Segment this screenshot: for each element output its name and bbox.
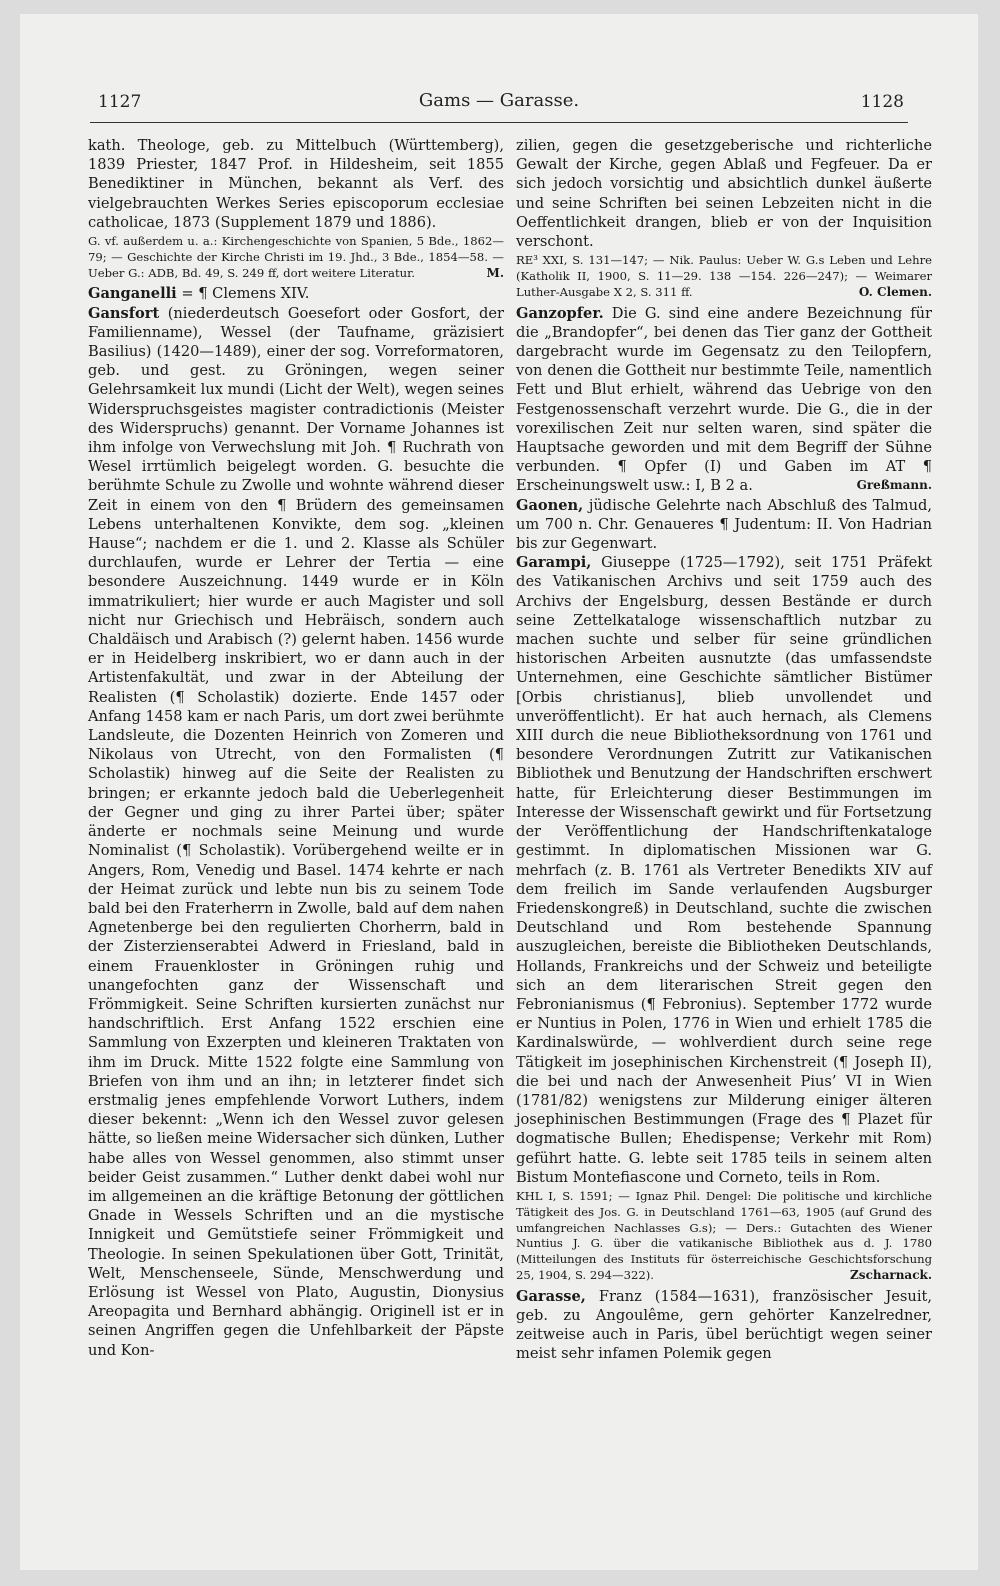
- right-column: [516, 136, 932, 1364]
- left-column: [88, 136, 504, 1360]
- page-number-right: 1128: [860, 92, 904, 112]
- author-signature: M.: [486, 265, 504, 280]
- author-signature: O. Clemen.: [858, 284, 932, 299]
- entry-ganzopfer: [516, 304, 932, 496]
- entry-lemma: Gansfort: [88, 304, 160, 322]
- entry-lemma: Garasse,: [516, 1287, 586, 1305]
- entry-lemma: Ganzopfer.: [516, 304, 604, 322]
- entry-lemma: Gaonen,: [516, 496, 584, 514]
- entry-gansfort: [88, 304, 504, 1360]
- entry-garampi: [516, 553, 932, 1187]
- author-signature: Greßmann.: [856, 478, 932, 493]
- entry-gansfort-continuation: zilien, gegen die gesetzgeberische und richterliche Gewalt der Kirche, gegen Ablaß und Fegfeuer. Da er sich jedoch vorsichtig und absichtlich dunkel äußerte und seine Schriften bei seinen Lebzeiten nicht in die Oeffentlichkeit drangen, blieb er von der Inquisition verschont.: [516, 137, 932, 251]
- entry-garasse: [516, 1287, 932, 1364]
- literature-text: KHL I, S. 1591; — Ignaz Phil. Dengel: Die politische und kirchliche Tätigkeit des Jos. G. in Deutschland 1761—63, 1905 (auf Grund des umfangreichen Nachlasses G.s); — Ders.: Gutachten des Wiener Nuntius J. G. über die vatikanische Bibliothek aus d. J. 1780 (Mitteilungen des Instituts für österreichische Geschichtsforschung 25, 1904, S. 294—322).: [516, 1188, 932, 1282]
- page-number-left: 1127: [98, 92, 142, 112]
- entry-text: Franz (1584—1631), französischer Jesuit, geb. zu Angoulême, gern gehörter Kanzelredner, zeitweise auch in Paris, übel berüchtigt wegen seiner meist sehr infamen Polemik gegen: [516, 1287, 932, 1363]
- entry-text: Die G. sind eine andere Bezeichnung für die „Brandopfer“, bei denen das Tier ganz der Gottheit dargebracht wurde im Gegensatz zu den Teilopfern, von denen die Gottheit nur bestimmte Teile, namentlich Fett und Blut erhielt, während das Uebrige von den Festgenossenschaft verzehrt wurde. Die G., die in der vorexilischen Zeit nur selten waren, sind später die Hauptsache geworden und mit dem Begriff der Sühne verbunden. ¶ Opfer (I) und Gaben im AT ¶ Erscheinungswelt usw.: I, B 2 a.: [516, 304, 932, 495]
- entry-garampi-literature: [516, 1189, 932, 1284]
- author-signature: Zscharnack.: [850, 1267, 932, 1282]
- entry-text: = ¶ Clemens XIV.: [181, 285, 310, 303]
- entry-text: (niederdeutsch Goesefort oder Gosfort, der Familienname), Wessel (der Taufname, gräzisiert Basilius) (1420—1489), einer der sog. Vorreformatoren, geb. und gest. zu Gröningen, wegen seiner Gelehrsamkeit lux mundi (Licht der Welt), wegen seines Widerspruchsgeistes magister contradictionis (Meister des Widerspruchs) genannt. Der Vorname Johannes ist ihm infolge von Verwechslung mit Joh. ¶ Ruchrath von Wesel irrtümlich beigelegt worden. G. besuchte die berühmte Schule zu Zwolle und wohnte während dieser Zeit in einem von den ¶ Brüdern des gemeinsamen Lebens unterhaltenen Konvikte, dem sog. „kleinen Hause“; nachdem er die 1. und 2. Klasse als Schüler durchlaufen, wurde er Lehrer der Tertia — eine besondere Auszeichnung. 1449 wurde er in Köln immatrikuliert; hier wurde er auch Magister und soll nicht nur Griechisch und Hebräisch, sondern auch Chaldäisch und Arabisch (?) gelernt haben. 1456 wurde er in Heidelberg inskribiert, wo er dann auch in der Artistenfakultät, und zwar in der Abteilung der Realisten (¶ Scholastik) dozierte. Ende 1457 oder Anfang 1458 kam er nach Paris, um dort zwei berühmte Landsleute, die Dozenten Heinrich von Zomeren und Nikolaus von Utrecht, von den Formalisten (¶ Scholastik) hinweg auf die Seite der Realisten zu bringen; er erkannte jedoch bald die Ueberlegenheit der Gegner und ging zu ihrer Partei über; später änderte er nochmals seine Meinung und wurde Nominalist (¶ Scholastik). Vorübergehend weilte er in Angers, Rom, Venedig und Basel. 1474 kehrte er nach der Heimat zurück und lebte nun bis zu seinem Tode bald bei den Fraterherrn in Zwolle, bald auf dem nahen Agnetenberge bei den regulierten Chorherrn, bald in der Zisterzienserabtei Adwerd in Friesland, bald in einem Frauenkloster in Gröningen ruhig und unangefochten ganz der Wissenschaft und Frömmigkeit. Seine Schriften kursierten zunächst nur handschriftlich. Erst Anfang 1522 erschien eine Sammlung von Exzerpten und kleineren Traktaten von ihm im Druck. Mitte 1522 folgte eine Sammlung von Briefen von ihm und an ihn; in letzterer findet sich erstmalig jenes empfehlende Vorwort Luthers, indem dieser bekennt: „Wenn ich den Wessel zuvor gelesen hätte, so ließen meine Widersacher sich dünken, Luther habe alles von Wessel genommen, also stimmt unser beider Geist zusammen.“ Luther denkt dabei wohl nur im allgemeinen an die kräftige Betonung der göttlichen Gnade in Wessels Schriften und an die mystische Innigkeit und Gemütstiefe seiner Frömmigkeit und Theologie. In seinen Spekulationen über Gott, Trinität, Welt, Menschenseele, Sünde, Menschwerdung und Erlösung ist Wessel von Plato, Augustin, Dionysius Areopagita und Bernhard abhängig. Originell ist er in seinen Angriffen gegen die Unfehlbarkeit der Päpste und Kon-: [88, 304, 505, 1359]
- entry-gansfort-literature: [516, 253, 932, 300]
- page-header: [90, 88, 908, 123]
- entry-lemma: Ganganelli: [88, 285, 177, 303]
- entry-text: Giuseppe (1725—1792), seit 1751 Präfekt des Vatikanischen Archivs und seit 1759 auch des Archivs der Engelsburg, dessen Bestände er durch seine Zettelkataloge wissenschaftlich nutzbar zu machen suchte und selber für seine gründlichen historischen Arbeiten ausnutzte (das umfassendste Unternehmen, eine Geschichte sämtlicher Bistümer [Orbis christianus], blieb unvollendet und unveröffentlicht). Er hat auch hernach, als Clemens XIII durch die neue Bibliotheksordnung von 1761 und besondere Verordnungen Zutritt zur Vatikanischen Bibliothek und Benutzung der Handschriften erschwert hatte, für Erleichterung dieser Bestimmungen im Interesse der Wissenschaft gewirkt und für Fortsetzung der Veröffentlichung der Handschriftenkataloge gestimmt. In diplomatischen Missionen war G. mehrfach (z. B. 1761 als Vertreter Benedikts XIV auf dem freilich im Sande verlaufenden Augsburger Friedenskongreß) in Deutschland, suchte die zwischen Deutschland und Rom bestehende Spannung auszugleichen, bereiste die Bibliotheken Deutschlands, Hollands, Frankreichs und der Schweiz und beteiligte sich an dem literarischen Streit gegen den Febronianismus (¶ Febronius). September 1772 wurde er Nuntius in Polen, 1776 in Wien und erhielt 1785 die Kardinalswürde, — wohlverdient durch seine rege Tätigkeit im josephinischen Kirchenstreit (¶ Joseph II), die bei und nach der Anwesenheit Pius’ VI in Wien (1781/82) wenigstens zur Milderung einiger älteren josephinischen Bestimmungen (Frage des ¶ Plazet für dogmatische Bullen; Ehedispense; Verkehr mit Rom) geführt hatte. G. lebte seit 1785 teils in seinem alten Bistum Montefiascone und Corneto, teils in Rom.: [516, 554, 933, 1186]
- page: [20, 14, 978, 1570]
- literature-text: G. vf. außerdem u. a.: Kirchengeschichte von Spanien, 5 Bde., 1862—79; — Geschichte der Kirche Christi im 19. Jhd., 3 Bde., 1854—58. — Ueber G.: ADB, Bd. 49, S. 249 ff, dort weitere Literatur.: [88, 234, 504, 280]
- entry-gams-continuation: kath. Theologe, geb. zu Mittelbuch (Württemberg), 1839 Priester, 1847 Prof. in Hildesheim, seit 1855 Benediktiner in München, bekannt als Verf. des vielgebrauchten Werkes Series episcoporum ecclesiae catholicae, 1873 (Supplement 1879 und 1886).: [88, 137, 504, 231]
- entry-text: jüdische Gelehrte nach Abschluß des Talmud, um 700 n. Chr. Genaueres ¶ Judentum: II. Von Hadrian bis zur Gegenwart.: [516, 496, 932, 553]
- literature-text: RE³ XXI, S. 131—147; — Nik. Paulus: Ueber W. G.s Leben und Lehre (Katholik II, 1900, S. 11—29. 138 —154. 226—247); — Weimarer Luther-Ausgabe X 2, S. 311 ff.: [516, 253, 932, 299]
- entry-lemma: Garampi,: [516, 554, 592, 572]
- entry-gaonen: [516, 496, 932, 554]
- entry-ganganelli: [88, 284, 504, 303]
- entry-gams-literature: [88, 234, 504, 281]
- running-title: Gams — Garasse.: [418, 90, 580, 111]
